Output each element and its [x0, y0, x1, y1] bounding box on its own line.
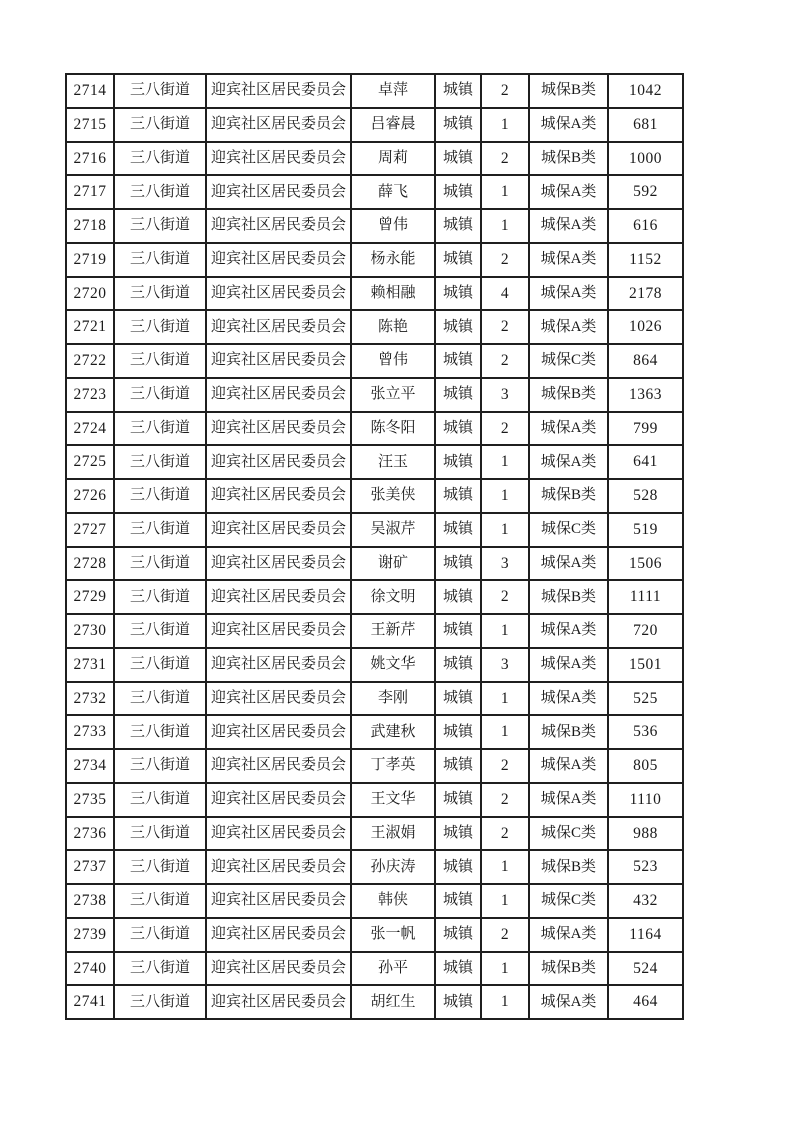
cell-residence-type: 城镇	[435, 479, 481, 513]
table-row	[66, 243, 683, 277]
cell-insurance-category: 城保A类	[529, 682, 608, 716]
cell-amount: 681	[608, 108, 683, 142]
cell-amount: 592	[608, 175, 683, 209]
cell-street: 三八街道	[114, 175, 206, 209]
cell-household-count: 1	[481, 850, 529, 884]
cell-name: 吴淑芹	[351, 513, 435, 547]
cell-committee: 迎宾社区居民委员会	[206, 108, 351, 142]
cell-committee: 迎宾社区居民委员会	[206, 479, 351, 513]
cell-serial: 2732	[66, 682, 114, 716]
cell-amount: 864	[608, 344, 683, 378]
cell-serial: 2734	[66, 749, 114, 783]
cell-serial: 2718	[66, 209, 114, 243]
cell-name: 张美侠	[351, 479, 435, 513]
cell-household-count: 1	[481, 682, 529, 716]
cell-committee: 迎宾社区居民委员会	[206, 817, 351, 851]
cell-name: 孙平	[351, 952, 435, 986]
cell-serial: 2740	[66, 952, 114, 986]
cell-committee: 迎宾社区居民委员会	[206, 209, 351, 243]
cell-insurance-category: 城保A类	[529, 648, 608, 682]
table-row	[66, 344, 683, 378]
cell-street: 三八街道	[114, 614, 206, 648]
cell-name: 韩侠	[351, 884, 435, 918]
cell-street: 三八街道	[114, 513, 206, 547]
cell-committee: 迎宾社区居民委员会	[206, 175, 351, 209]
table-row	[66, 209, 683, 243]
cell-amount: 641	[608, 445, 683, 479]
cell-name: 薛飞	[351, 175, 435, 209]
cell-insurance-category: 城保A类	[529, 108, 608, 142]
cell-amount: 1042	[608, 74, 683, 108]
table-row	[66, 580, 683, 614]
cell-committee: 迎宾社区居民委员会	[206, 648, 351, 682]
cell-committee: 迎宾社区居民委员会	[206, 682, 351, 716]
cell-insurance-category: 城保A类	[529, 547, 608, 581]
cell-insurance-category: 城保C类	[529, 513, 608, 547]
table-row	[66, 952, 683, 986]
table-row	[66, 479, 683, 513]
cell-amount: 432	[608, 884, 683, 918]
cell-household-count: 1	[481, 108, 529, 142]
cell-street: 三八街道	[114, 74, 206, 108]
cell-amount: 1506	[608, 547, 683, 581]
cell-amount: 1164	[608, 918, 683, 952]
table-row	[66, 412, 683, 446]
cell-serial: 2728	[66, 547, 114, 581]
table-row	[66, 648, 683, 682]
cell-street: 三八街道	[114, 108, 206, 142]
cell-name: 王淑娟	[351, 817, 435, 851]
cell-residence-type: 城镇	[435, 175, 481, 209]
cell-serial: 2727	[66, 513, 114, 547]
cell-name: 王新芹	[351, 614, 435, 648]
cell-residence-type: 城镇	[435, 378, 481, 412]
table-row	[66, 108, 683, 142]
residents-benefit-table	[65, 73, 684, 1020]
table-row	[66, 749, 683, 783]
cell-committee: 迎宾社区居民委员会	[206, 445, 351, 479]
cell-residence-type: 城镇	[435, 682, 481, 716]
cell-street: 三八街道	[114, 682, 206, 716]
cell-committee: 迎宾社区居民委员会	[206, 952, 351, 986]
cell-serial: 2723	[66, 378, 114, 412]
cell-name: 赖相融	[351, 277, 435, 311]
cell-amount: 1111	[608, 580, 683, 614]
cell-serial: 2716	[66, 142, 114, 176]
cell-committee: 迎宾社区居民委员会	[206, 918, 351, 952]
cell-residence-type: 城镇	[435, 783, 481, 817]
cell-insurance-category: 城保A类	[529, 985, 608, 1019]
cell-serial: 2714	[66, 74, 114, 108]
cell-street: 三八街道	[114, 378, 206, 412]
cell-residence-type: 城镇	[435, 310, 481, 344]
table-row	[66, 277, 683, 311]
cell-name: 卓萍	[351, 74, 435, 108]
cell-household-count: 2	[481, 817, 529, 851]
cell-serial: 2739	[66, 918, 114, 952]
cell-amount: 988	[608, 817, 683, 851]
cell-insurance-category: 城保B类	[529, 74, 608, 108]
cell-amount: 1110	[608, 783, 683, 817]
cell-serial: 2726	[66, 479, 114, 513]
cell-amount: 799	[608, 412, 683, 446]
cell-insurance-category: 城保B类	[529, 142, 608, 176]
cell-serial: 2729	[66, 580, 114, 614]
cell-street: 三八街道	[114, 715, 206, 749]
cell-serial: 2733	[66, 715, 114, 749]
cell-serial: 2738	[66, 884, 114, 918]
cell-residence-type: 城镇	[435, 142, 481, 176]
cell-name: 李刚	[351, 682, 435, 716]
cell-committee: 迎宾社区居民委员会	[206, 783, 351, 817]
cell-household-count: 1	[481, 209, 529, 243]
cell-name: 徐文明	[351, 580, 435, 614]
cell-residence-type: 城镇	[435, 108, 481, 142]
table-row	[66, 445, 683, 479]
cell-residence-type: 城镇	[435, 614, 481, 648]
cell-serial: 2737	[66, 850, 114, 884]
cell-street: 三八街道	[114, 648, 206, 682]
cell-street: 三八街道	[114, 547, 206, 581]
cell-name: 张立平	[351, 378, 435, 412]
table-row	[66, 513, 683, 547]
cell-serial: 2741	[66, 985, 114, 1019]
cell-amount: 805	[608, 749, 683, 783]
cell-street: 三八街道	[114, 243, 206, 277]
cell-residence-type: 城镇	[435, 580, 481, 614]
cell-amount: 464	[608, 985, 683, 1019]
cell-street: 三八街道	[114, 479, 206, 513]
cell-street: 三八街道	[114, 445, 206, 479]
cell-residence-type: 城镇	[435, 74, 481, 108]
cell-insurance-category: 城保B类	[529, 952, 608, 986]
cell-household-count: 1	[481, 513, 529, 547]
cell-household-count: 3	[481, 378, 529, 412]
cell-household-count: 2	[481, 783, 529, 817]
cell-name: 丁孝英	[351, 749, 435, 783]
cell-household-count: 2	[481, 243, 529, 277]
cell-insurance-category: 城保A类	[529, 614, 608, 648]
cell-household-count: 1	[481, 175, 529, 209]
cell-name: 吕睿晨	[351, 108, 435, 142]
table-row	[66, 884, 683, 918]
cell-residence-type: 城镇	[435, 952, 481, 986]
table-row	[66, 850, 683, 884]
cell-street: 三八街道	[114, 884, 206, 918]
cell-residence-type: 城镇	[435, 344, 481, 378]
cell-household-count: 1	[481, 985, 529, 1019]
cell-name: 胡红生	[351, 985, 435, 1019]
cell-serial: 2736	[66, 817, 114, 851]
cell-insurance-category: 城保A类	[529, 918, 608, 952]
table-row	[66, 547, 683, 581]
cell-street: 三八街道	[114, 580, 206, 614]
cell-name: 陈冬阳	[351, 412, 435, 446]
cell-serial: 2719	[66, 243, 114, 277]
table-row	[66, 175, 683, 209]
cell-name: 张一帆	[351, 918, 435, 952]
cell-household-count: 1	[481, 614, 529, 648]
cell-insurance-category: 城保B类	[529, 580, 608, 614]
cell-amount: 1501	[608, 648, 683, 682]
cell-residence-type: 城镇	[435, 513, 481, 547]
cell-residence-type: 城镇	[435, 715, 481, 749]
cell-insurance-category: 城保C类	[529, 344, 608, 378]
cell-committee: 迎宾社区居民委员会	[206, 715, 351, 749]
cell-name: 姚文华	[351, 648, 435, 682]
cell-committee: 迎宾社区居民委员会	[206, 749, 351, 783]
table-row	[66, 715, 683, 749]
cell-committee: 迎宾社区居民委员会	[206, 277, 351, 311]
cell-amount: 519	[608, 513, 683, 547]
cell-amount: 536	[608, 715, 683, 749]
table-row	[66, 817, 683, 851]
cell-residence-type: 城镇	[435, 412, 481, 446]
cell-serial: 2715	[66, 108, 114, 142]
cell-name: 陈艳	[351, 310, 435, 344]
cell-residence-type: 城镇	[435, 648, 481, 682]
cell-committee: 迎宾社区居民委员会	[206, 412, 351, 446]
cell-amount: 616	[608, 209, 683, 243]
cell-committee: 迎宾社区居民委员会	[206, 310, 351, 344]
cell-residence-type: 城镇	[435, 985, 481, 1019]
cell-committee: 迎宾社区居民委员会	[206, 142, 351, 176]
cell-committee: 迎宾社区居民委员会	[206, 850, 351, 884]
cell-residence-type: 城镇	[435, 918, 481, 952]
cell-insurance-category: 城保B类	[529, 378, 608, 412]
cell-household-count: 1	[481, 952, 529, 986]
table-row	[66, 682, 683, 716]
cell-serial: 2721	[66, 310, 114, 344]
cell-residence-type: 城镇	[435, 277, 481, 311]
table-row	[66, 985, 683, 1019]
cell-committee: 迎宾社区居民委员会	[206, 243, 351, 277]
cell-committee: 迎宾社区居民委员会	[206, 614, 351, 648]
cell-name: 谢矿	[351, 547, 435, 581]
cell-household-count: 2	[481, 142, 529, 176]
cell-street: 三八街道	[114, 142, 206, 176]
cell-name: 武建秋	[351, 715, 435, 749]
cell-insurance-category: 城保A类	[529, 310, 608, 344]
table-row	[66, 614, 683, 648]
cell-insurance-category: 城保A类	[529, 412, 608, 446]
cell-name: 孙庆涛	[351, 850, 435, 884]
cell-name: 周莉	[351, 142, 435, 176]
cell-committee: 迎宾社区居民委员会	[206, 985, 351, 1019]
cell-residence-type: 城镇	[435, 547, 481, 581]
cell-residence-type: 城镇	[435, 817, 481, 851]
cell-street: 三八街道	[114, 209, 206, 243]
cell-residence-type: 城镇	[435, 445, 481, 479]
cell-name: 曾伟	[351, 209, 435, 243]
cell-street: 三八街道	[114, 749, 206, 783]
cell-household-count: 2	[481, 580, 529, 614]
cell-street: 三八街道	[114, 412, 206, 446]
cell-residence-type: 城镇	[435, 850, 481, 884]
cell-street: 三八街道	[114, 850, 206, 884]
cell-household-count: 2	[481, 344, 529, 378]
cell-amount: 1026	[608, 310, 683, 344]
cell-committee: 迎宾社区居民委员会	[206, 580, 351, 614]
cell-amount: 1152	[608, 243, 683, 277]
cell-street: 三八街道	[114, 918, 206, 952]
table-body	[66, 74, 683, 1019]
cell-amount: 525	[608, 682, 683, 716]
cell-household-count: 3	[481, 648, 529, 682]
cell-residence-type: 城镇	[435, 884, 481, 918]
cell-street: 三八街道	[114, 783, 206, 817]
cell-household-count: 2	[481, 74, 529, 108]
cell-street: 三八街道	[114, 985, 206, 1019]
cell-household-count: 1	[481, 884, 529, 918]
cell-household-count: 1	[481, 479, 529, 513]
cell-name: 杨永能	[351, 243, 435, 277]
table-row	[66, 74, 683, 108]
cell-street: 三八街道	[114, 344, 206, 378]
cell-name: 汪玉	[351, 445, 435, 479]
cell-committee: 迎宾社区居民委员会	[206, 547, 351, 581]
cell-household-count: 2	[481, 412, 529, 446]
cell-serial: 2722	[66, 344, 114, 378]
table-row	[66, 783, 683, 817]
cell-committee: 迎宾社区居民委员会	[206, 378, 351, 412]
cell-household-count: 2	[481, 749, 529, 783]
cell-insurance-category: 城保A类	[529, 445, 608, 479]
cell-serial: 2730	[66, 614, 114, 648]
cell-serial: 2717	[66, 175, 114, 209]
cell-committee: 迎宾社区居民委员会	[206, 884, 351, 918]
cell-insurance-category: 城保A类	[529, 209, 608, 243]
cell-street: 三八街道	[114, 310, 206, 344]
cell-household-count: 2	[481, 918, 529, 952]
cell-household-count: 1	[481, 715, 529, 749]
cell-serial: 2731	[66, 648, 114, 682]
cell-insurance-category: 城保B类	[529, 850, 608, 884]
cell-name: 曾伟	[351, 344, 435, 378]
cell-insurance-category: 城保A类	[529, 783, 608, 817]
cell-residence-type: 城镇	[435, 243, 481, 277]
cell-serial: 2720	[66, 277, 114, 311]
cell-amount: 528	[608, 479, 683, 513]
cell-insurance-category: 城保A类	[529, 243, 608, 277]
cell-insurance-category: 城保A类	[529, 175, 608, 209]
cell-insurance-category: 城保A类	[529, 749, 608, 783]
cell-amount: 523	[608, 850, 683, 884]
cell-committee: 迎宾社区居民委员会	[206, 344, 351, 378]
cell-committee: 迎宾社区居民委员会	[206, 513, 351, 547]
cell-street: 三八街道	[114, 817, 206, 851]
cell-household-count: 1	[481, 445, 529, 479]
cell-name: 王文华	[351, 783, 435, 817]
cell-amount: 2178	[608, 277, 683, 311]
table-row	[66, 310, 683, 344]
cell-insurance-category: 城保C类	[529, 884, 608, 918]
table-row	[66, 378, 683, 412]
cell-household-count: 4	[481, 277, 529, 311]
cell-insurance-category: 城保B类	[529, 479, 608, 513]
cell-household-count: 2	[481, 310, 529, 344]
cell-serial: 2724	[66, 412, 114, 446]
cell-street: 三八街道	[114, 952, 206, 986]
cell-amount: 1363	[608, 378, 683, 412]
cell-committee: 迎宾社区居民委员会	[206, 74, 351, 108]
cell-residence-type: 城镇	[435, 209, 481, 243]
cell-amount: 720	[608, 614, 683, 648]
cell-serial: 2725	[66, 445, 114, 479]
cell-serial: 2735	[66, 783, 114, 817]
table-row	[66, 918, 683, 952]
cell-household-count: 3	[481, 547, 529, 581]
cell-insurance-category: 城保C类	[529, 817, 608, 851]
cell-residence-type: 城镇	[435, 749, 481, 783]
cell-insurance-category: 城保B类	[529, 715, 608, 749]
cell-insurance-category: 城保A类	[529, 277, 608, 311]
table-row	[66, 142, 683, 176]
cell-street: 三八街道	[114, 277, 206, 311]
cell-amount: 524	[608, 952, 683, 986]
cell-amount: 1000	[608, 142, 683, 176]
